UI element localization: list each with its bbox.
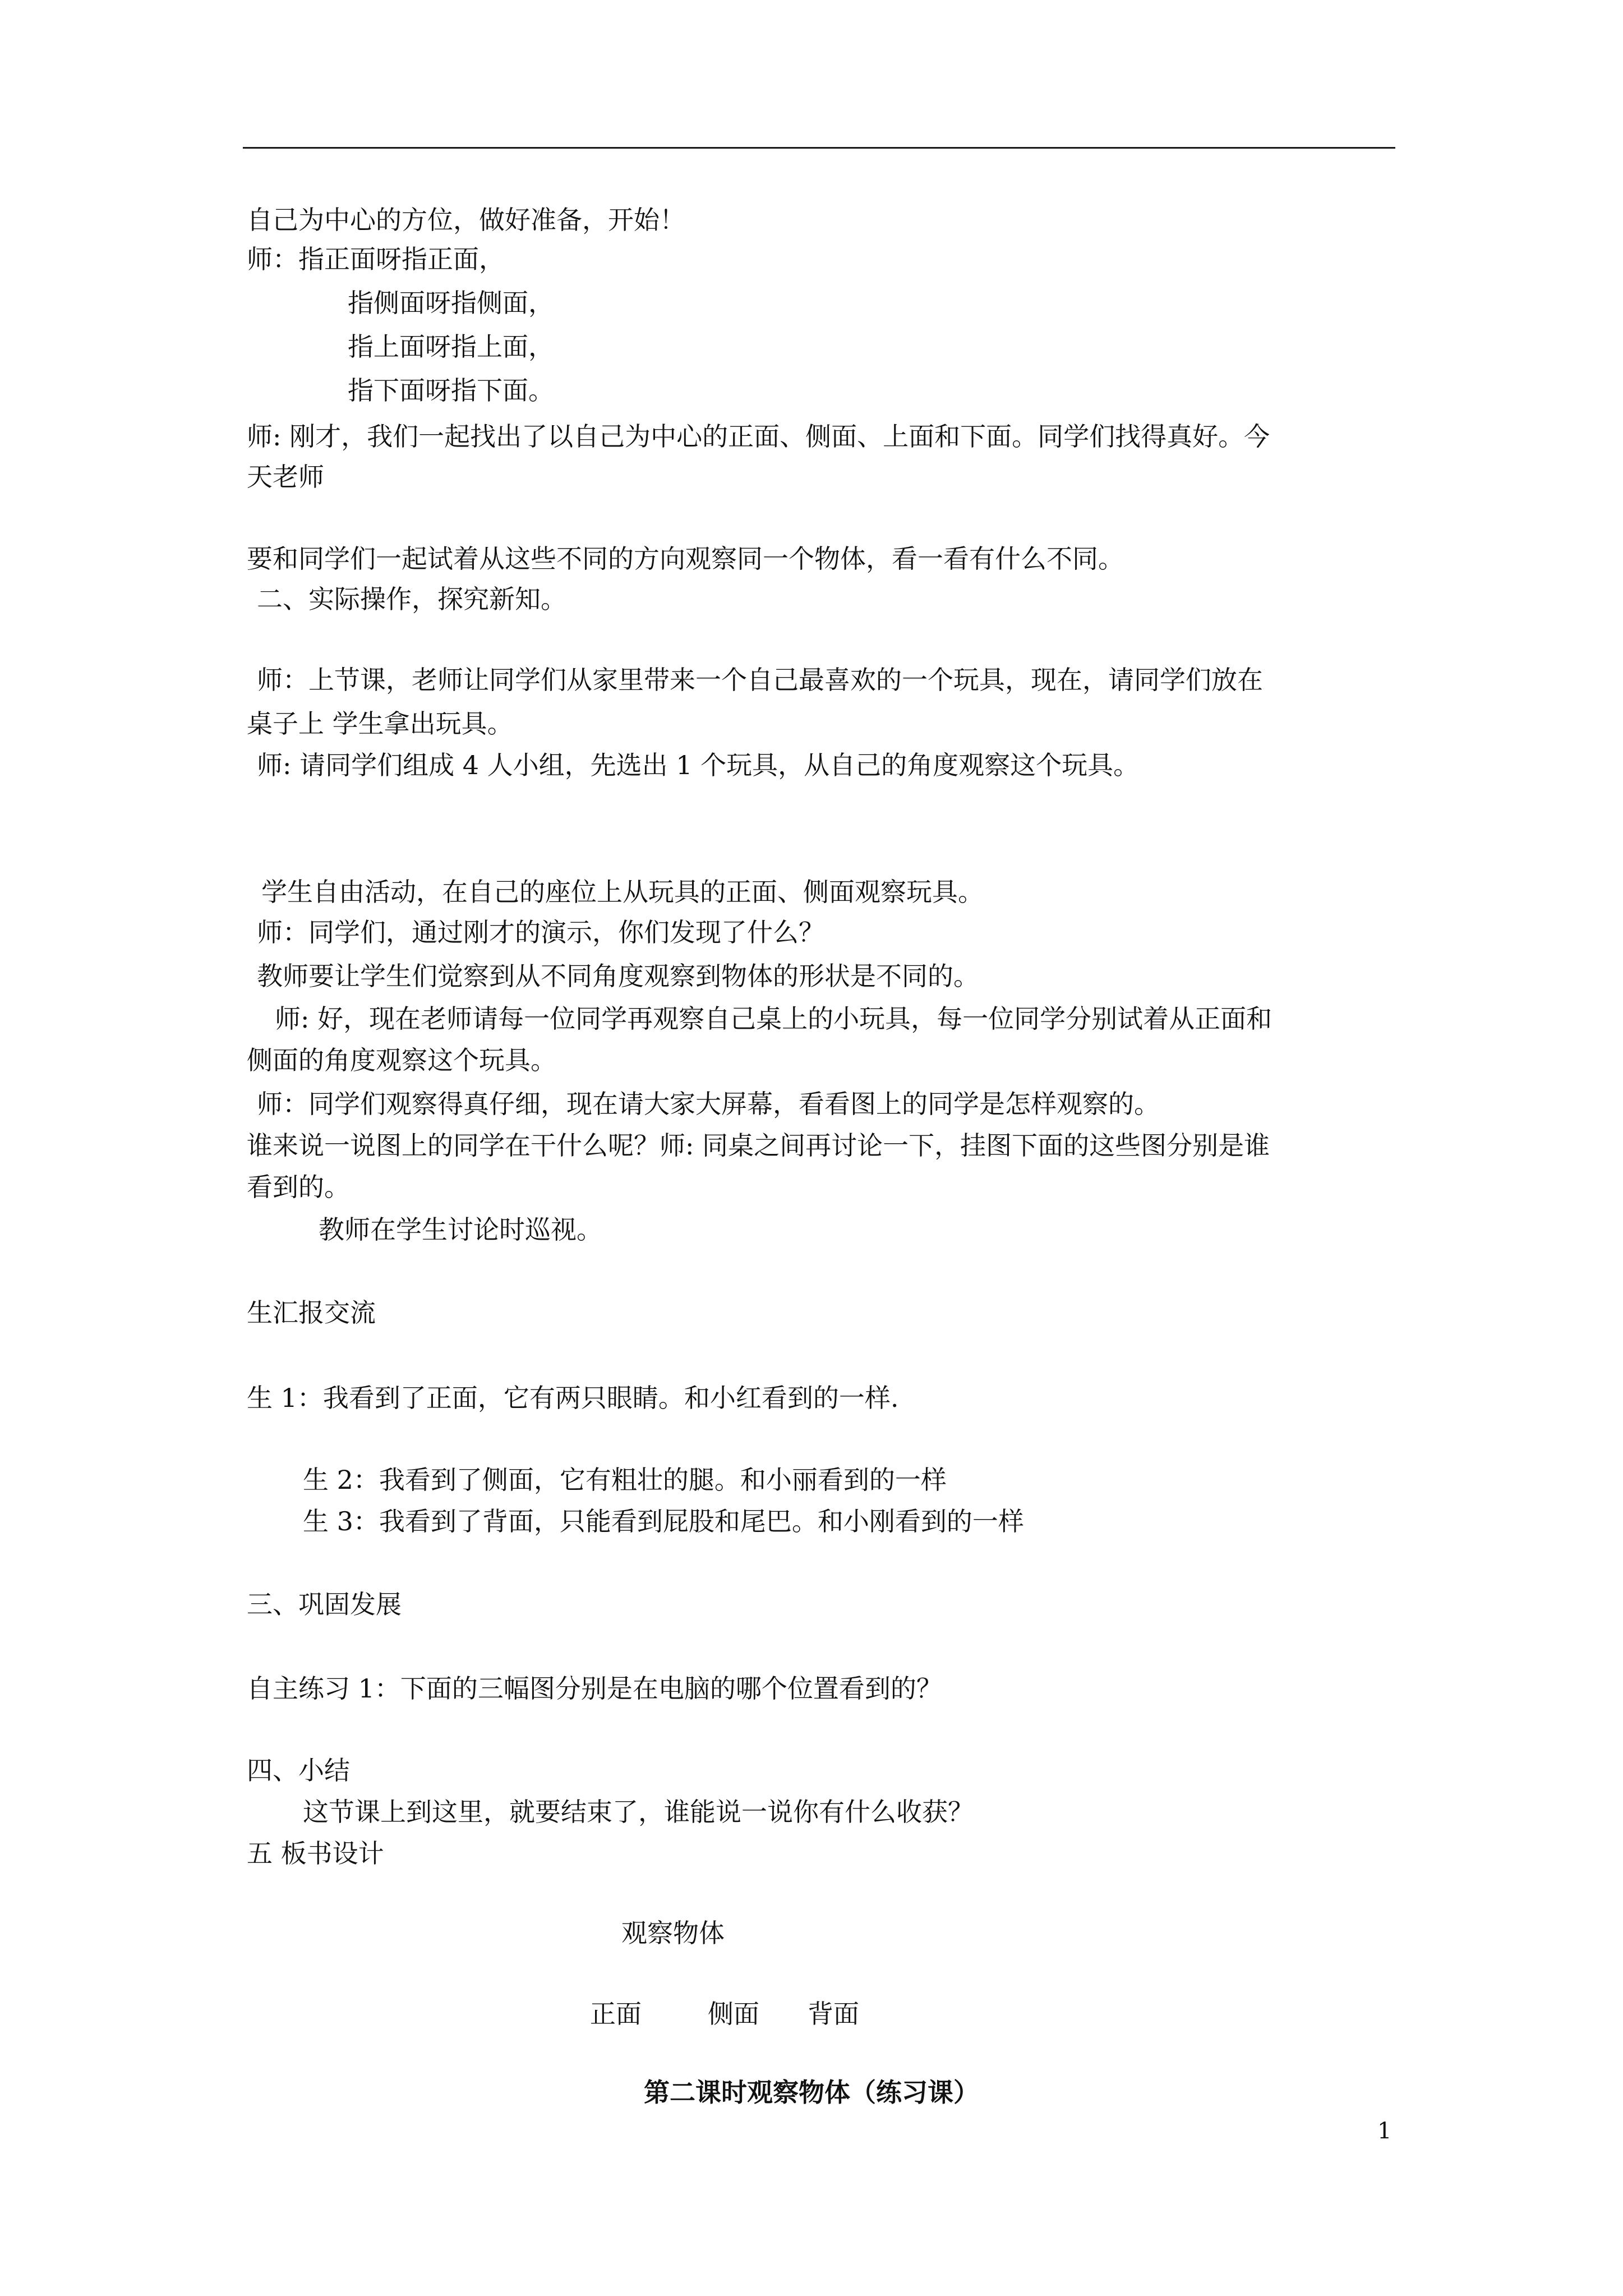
board-title: 观察物体 [621,1918,725,1948]
text-line: 四、小结 [247,1755,350,1786]
text-line: 师：同学们观察得真仔细，现在请大家大屏幕，看看图上的同学是怎样观察的。 [257,1089,1160,1119]
text-line: 桌子上 学生拿出玩具。 [247,708,513,739]
text-line: 要和同学们一起试着从这些不同的方向观察同一个物体，看一看有什么不同。 [247,544,1124,574]
text-line: 天老师 [247,462,324,492]
board-item-side: 侧面 [708,1999,759,2029]
text-line: 师: 好，现在老师请每一位同学再观察自己桌上的小玩具，每一位同学分别试着从正面和 [275,1004,1272,1034]
text-line: 师：指正面呀指正面， [247,244,505,274]
text-line: 师: 刚才，我们一起找出了以自己为中心的正面、侧面、上面和下面。同学们找得真好。今 [247,421,1270,452]
text-line: 三、巩固发展 [247,1589,402,1619]
text-line: 生 2：我看到了侧面，它有粗壮的腿。和小丽看到的一样 [303,1465,947,1495]
text-line: 二、实际操作，探究新知。 [257,584,566,614]
text-line: 这节课上到这里，就要结束了，谁能说一说你有什么收获？ [303,1797,974,1827]
text-line: 看到的。 [247,1172,350,1202]
text-line: 侧面的角度观察这个玩具。 [247,1045,556,1075]
text-line: 学生自由活动，在自己的座位上从玩具的正面、侧面观察玩具。 [261,877,984,907]
page-number: 1 [1377,2118,1392,2144]
text-line: 自己为中心的方位，做好准备，开始！ [247,205,685,235]
section-heading: 第二课时观察物体（练习课） [644,2077,979,2108]
text-line: 指下面呀指下面。 [348,375,554,406]
text-line: 生 1：我看到了正面，它有两只眼睛。和小红看到的一样. [247,1383,899,1413]
text-line: 指上面呀指上面， [348,332,554,362]
text-line: 师：上节课，老师让同学们从家里带来一个自己最喜欢的一个玩具，现在，请同学们放在 [257,665,1263,695]
text-line: 生 3：我看到了背面，只能看到屁股和尾巴。和小刚看到的一样 [303,1506,1024,1536]
text-line: 师: 请同学们组成 4 人小组，先选出 1 个玩具，从自己的角度观察这个玩具。 [257,750,1140,780]
text-line: 五 板书设计 [247,1838,384,1869]
text-line: 生汇报交流 [247,1297,376,1328]
board-item-front: 正面 [590,1999,642,2029]
text-line: 自主练习 1：下面的三幅图分别是在电脑的哪个位置看到的？ [247,1673,942,1704]
text-line: 师：同学们，通过刚才的演示，你们发现了什么？ [257,917,824,947]
text-line: 教师要让学生们觉察到从不同角度观察到物体的形状是不同的。 [257,961,979,991]
text-line: 指侧面呀指侧面， [348,288,554,318]
text-line: 教师在学生讨论时巡视。 [319,1214,602,1245]
board-item-back: 背面 [808,1999,859,2029]
header-rule [243,147,1395,149]
text-line: 谁来说一说图上的同学在干什么呢？师: 同桌之间再讨论一下，挂图下面的这些图分别是谁 [247,1130,1270,1161]
